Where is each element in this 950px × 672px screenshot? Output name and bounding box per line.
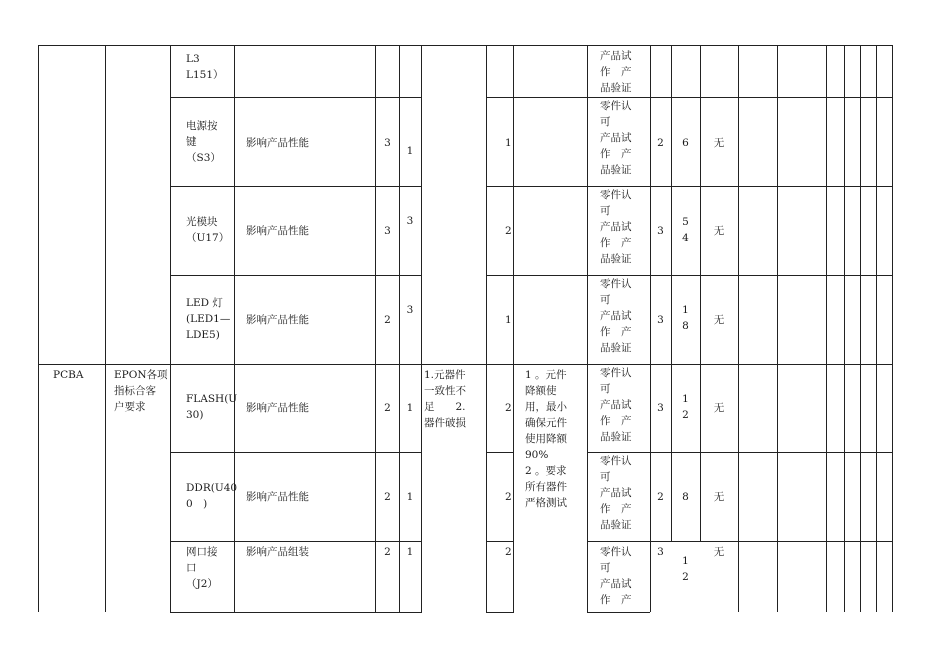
revised-occurrence: 3	[657, 546, 664, 558]
detection-value: 2	[505, 225, 512, 237]
row-border	[587, 452, 893, 453]
detection-value: 2	[505, 546, 512, 558]
column-border	[671, 45, 672, 541]
failure-effect: 影响产品性能	[246, 314, 309, 326]
column-border	[375, 45, 376, 612]
table-bottom-border	[486, 612, 514, 613]
revised-occurrence: 3	[657, 314, 664, 326]
column-border	[234, 45, 235, 612]
revised-detection: 1 8	[682, 304, 689, 332]
row-border	[486, 541, 514, 542]
revised-detection: 1 2	[682, 393, 689, 421]
column-border	[650, 45, 651, 612]
rpn-value: 无	[713, 402, 725, 414]
row-border	[486, 186, 893, 187]
column-border	[421, 45, 422, 612]
component-name: LED 灯 (LED1— LDE5)	[186, 297, 231, 341]
control-method: 零件认 可 产品试 作 产 品验证	[600, 455, 632, 531]
table-top-border	[38, 45, 893, 46]
component-name: 电源按 键 （S3）	[186, 120, 221, 164]
rpn-value: 无	[713, 314, 725, 326]
row-border	[587, 541, 893, 542]
column-border	[587, 45, 588, 612]
control-method: 零件认 可 产品试 作 产 品验证	[600, 189, 632, 265]
row-border	[486, 97, 893, 98]
failure-effect: 影响产品性能	[246, 137, 309, 149]
component-name: FLASH(U 30)	[186, 393, 238, 421]
row-border	[170, 186, 422, 187]
column-border	[738, 45, 739, 612]
revised-occurrence: 3	[657, 225, 664, 237]
revised-occurrence: 2	[657, 137, 664, 149]
severity-value: 2	[384, 314, 391, 326]
rpn-value: 无	[713, 491, 725, 503]
failure-cause-line: 足 2.	[424, 401, 466, 413]
revised-detection: 6	[682, 137, 689, 149]
failure-cause-line: 器件破损	[424, 417, 466, 429]
failure-effect: 影响产品性能	[246, 402, 309, 414]
failure-cause-line: 1.元器件	[424, 369, 466, 381]
severity-value: 2	[384, 491, 391, 503]
row-border	[486, 275, 893, 276]
revised-occurrence: 2	[657, 491, 664, 503]
process-requirement: EPON各项 指标合客 户要求	[114, 369, 168, 413]
revised-detection: 8	[682, 491, 689, 503]
occurrence-value: 1	[406, 546, 414, 558]
column-border	[777, 45, 778, 612]
severity-value: 2	[384, 402, 391, 414]
occurrence-value: 3	[406, 215, 414, 227]
rpn-value: 无	[713, 225, 725, 237]
revised-detection: 1 2	[682, 555, 689, 583]
severity-value: 2	[384, 546, 391, 558]
column-border	[844, 45, 845, 612]
process-name: PCBA	[53, 369, 84, 381]
column-border	[105, 45, 106, 612]
occurrence-value: 1	[406, 402, 414, 414]
occurrence-value: 3	[406, 304, 414, 316]
column-border	[876, 45, 877, 612]
rpn-value: 无	[713, 137, 725, 149]
occurrence-value: 1	[406, 491, 414, 503]
column-border	[399, 45, 400, 612]
control-method: 零件认 可 产品试 作 产 品验证	[600, 278, 632, 354]
component-name: 光模块 （U17）	[186, 216, 230, 244]
detection-value: 1	[505, 314, 512, 326]
control-method: 零件认 可 产品试 作 产 品验证	[600, 100, 632, 176]
recommended-action: 1 。元件 降额使 用，最小 确保元件 使用降额 90% 2 。要求 所有器件 严格测试	[525, 369, 567, 509]
rpn-value: 无	[713, 546, 725, 558]
occurrence-value: 1	[406, 145, 414, 157]
failure-effect: 影响产品组装	[246, 546, 309, 558]
component-name: 网口接 口 （J2）	[186, 546, 218, 590]
row-border	[486, 452, 514, 453]
column-border	[826, 45, 827, 612]
column-border	[38, 45, 39, 612]
row-border	[170, 97, 422, 98]
table-bottom-border	[170, 612, 422, 613]
column-border	[860, 45, 861, 612]
column-border	[170, 45, 171, 612]
row-border	[170, 452, 422, 453]
row-border	[38, 364, 893, 365]
detection-value: 2	[505, 491, 512, 503]
failure-effect: 影响产品性能	[246, 491, 309, 503]
column-border	[486, 45, 487, 612]
control-method: 零件认 可 产品试 作 产 品验证	[600, 367, 632, 443]
failure-cause-line: 一致性不	[424, 385, 466, 397]
revised-occurrence: 3	[657, 402, 664, 414]
column-border	[700, 45, 701, 541]
component-name: L3 L151）	[186, 53, 224, 81]
severity-value: 3	[384, 137, 391, 149]
control-method: 零件认 可 产品试 作 产	[600, 546, 632, 606]
column-border	[513, 45, 514, 612]
revised-detection: 5 4	[682, 216, 689, 244]
component-name: DDR(U40 0 )	[186, 482, 238, 510]
severity-value: 3	[384, 225, 391, 237]
detection-value: 1	[505, 137, 512, 149]
row-border	[170, 541, 422, 542]
table-bottom-border	[587, 612, 650, 613]
failure-effect: 影响产品性能	[246, 225, 309, 237]
control-method: 产品试 作 产 品验证	[600, 50, 632, 94]
column-border	[892, 45, 893, 612]
row-border	[170, 275, 422, 276]
detection-value: 2	[505, 402, 512, 414]
